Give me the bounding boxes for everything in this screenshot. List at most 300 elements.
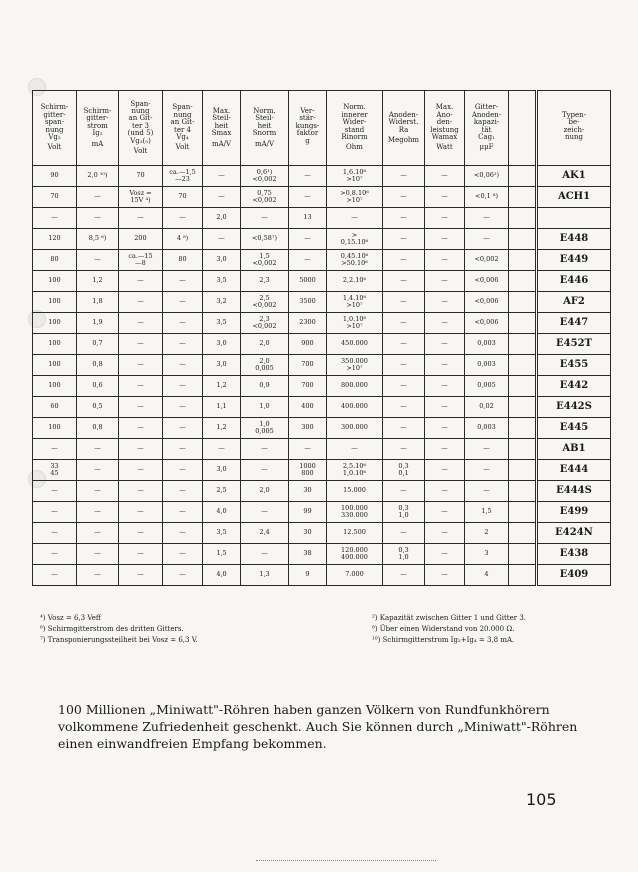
cell-value: 0,3 1,0: [398, 503, 409, 519]
cell-value: —: [400, 234, 407, 243]
cell-value: <0,002: [474, 255, 499, 264]
table-cell: [33, 544, 77, 565]
table-cell: [289, 229, 327, 250]
tube-type: [537, 208, 611, 229]
table-cell: [77, 523, 119, 544]
table-cell: [241, 397, 289, 418]
table-cell: [289, 418, 327, 439]
cell-value: 2: [484, 528, 489, 537]
cell-value: —: [441, 297, 448, 306]
cell-value: 2,5: [216, 486, 227, 495]
cell-value: 2,5.10⁶ 1,0.10⁶: [342, 461, 367, 477]
cell-value: —: [137, 528, 144, 537]
table-cell: [203, 439, 241, 460]
table-cell: [77, 208, 119, 229]
table-cell: [425, 418, 465, 439]
cell-value: —: [218, 171, 225, 180]
cell-value: —: [137, 423, 144, 432]
cell-value: 100: [48, 423, 61, 432]
table-cell: [33, 397, 77, 418]
cell-value: 1,9: [92, 318, 103, 327]
column-header-unit: Volt: [133, 146, 148, 155]
cell-value: —: [400, 297, 407, 306]
table-cell: [383, 166, 425, 187]
table-cell: [383, 502, 425, 523]
table-cell: [383, 460, 425, 481]
table-cell: [327, 355, 383, 376]
table-cell: [465, 292, 509, 313]
column-header-unit: mA/V: [211, 139, 232, 148]
footnote: ⁴) Vosz = 6,3 Veff: [40, 614, 101, 622]
cell-value: 0,7: [92, 339, 103, 348]
table-cell: [289, 208, 327, 229]
cell-value: —: [137, 549, 144, 558]
cell-value: —: [441, 528, 448, 537]
cell-value: 80: [178, 255, 187, 264]
cell-value: 9: [305, 570, 310, 579]
table-row: [33, 166, 611, 187]
table-cell: [241, 250, 289, 271]
cell-value: —: [400, 192, 407, 201]
table-cell: [163, 544, 203, 565]
table-cell-blank: [509, 166, 537, 187]
cell-value: 80: [50, 255, 59, 264]
cell-value: —: [400, 171, 407, 180]
cell-value: 1000 800: [299, 461, 316, 477]
table-cell: [425, 481, 465, 502]
table-cell: [203, 460, 241, 481]
table-cell: [33, 229, 77, 250]
table-cell: [465, 502, 509, 523]
table-cell: [241, 229, 289, 250]
table-cell: [33, 460, 77, 481]
cell-value: 3: [484, 549, 489, 558]
table-cell: [241, 439, 289, 460]
table-cell: [289, 166, 327, 187]
cell-value: —: [51, 444, 58, 453]
cell-value: —: [179, 402, 186, 411]
table-cell-blank: [509, 313, 537, 334]
page-number: 105: [526, 790, 557, 809]
column-header: [327, 91, 383, 166]
cell-value: <0,06²): [473, 171, 500, 180]
table-cell-blank: [509, 397, 537, 418]
cell-value: —: [400, 360, 407, 369]
cell-value: —: [441, 339, 448, 348]
cell-value: —: [441, 402, 448, 411]
table-cell: [327, 208, 383, 229]
cell-value: 0,45.10⁶ >50.10⁶: [340, 251, 369, 267]
table-cell: [465, 481, 509, 502]
table-cell: [203, 355, 241, 376]
table-cell: [425, 229, 465, 250]
table-cell: [425, 250, 465, 271]
table-cell: [119, 229, 163, 250]
cell-value: 0,6: [92, 381, 103, 390]
table-cell: [465, 397, 509, 418]
table-cell: [33, 502, 77, 523]
cell-value: —: [441, 318, 448, 327]
cell-value: <0,006: [474, 297, 499, 306]
cell-value: —: [400, 486, 407, 495]
table-cell: [241, 544, 289, 565]
cell-value: 2,0: [216, 213, 227, 222]
table-cell: [383, 355, 425, 376]
cell-value: —: [483, 234, 490, 243]
column-header: [119, 91, 163, 166]
cell-value: 70: [136, 171, 145, 180]
table-cell: [203, 523, 241, 544]
cell-value: <0,006: [474, 318, 499, 327]
table-cell: [77, 544, 119, 565]
table-cell-blank: [509, 355, 537, 376]
cell-value: 1,5: [481, 507, 492, 516]
cell-value: —: [51, 528, 58, 537]
table-cell: [289, 355, 327, 376]
table-cell: [119, 397, 163, 418]
table-cell: [77, 355, 119, 376]
table-cell: [425, 460, 465, 481]
table-cell: [77, 292, 119, 313]
cell-value: 90: [50, 171, 59, 180]
table-cell: [119, 565, 163, 586]
cell-value: —: [179, 318, 186, 327]
table-cell: [289, 460, 327, 481]
table-row: [33, 334, 611, 355]
cell-value: 100: [48, 297, 61, 306]
cell-value: —: [137, 444, 144, 453]
tube-type: E446: [537, 271, 611, 292]
table-cell: [119, 334, 163, 355]
table-cell: [203, 397, 241, 418]
cell-value: —: [441, 234, 448, 243]
table-cell: [383, 187, 425, 208]
table-cell: [241, 481, 289, 502]
cell-value: 3,0: [216, 465, 227, 474]
table-row: [33, 313, 611, 334]
table-cell: [163, 313, 203, 334]
cell-value: 120.000 400.000: [341, 545, 368, 561]
tube-type: E449: [537, 250, 611, 271]
cell-value: 1,2: [216, 381, 227, 390]
table-cell: [327, 187, 383, 208]
cell-value: <0,1 ⁸): [475, 192, 498, 201]
table-cell: [77, 502, 119, 523]
table-cell: [33, 187, 77, 208]
table-cell: [289, 271, 327, 292]
table-cell: [163, 418, 203, 439]
table-cell: [203, 544, 241, 565]
tube-type: AK1: [537, 166, 611, 187]
cell-value: —: [94, 570, 101, 579]
column-header-unit: mA/V: [254, 139, 275, 148]
table-cell: [241, 187, 289, 208]
tube-type: E445: [537, 418, 611, 439]
cell-value: —: [137, 402, 144, 411]
table-cell: [465, 376, 509, 397]
cell-value: —: [483, 213, 490, 222]
cell-value: —: [179, 465, 186, 474]
cell-value: —: [137, 297, 144, 306]
cell-value: 2,0 ¹⁰): [87, 171, 108, 180]
table-cell: [163, 397, 203, 418]
table-cell: [289, 376, 327, 397]
table-cell: [327, 502, 383, 523]
table-cell: [119, 523, 163, 544]
cell-value: 60: [50, 402, 59, 411]
cell-value: 2,0: [259, 339, 270, 348]
table-cell: [327, 523, 383, 544]
cell-value: —: [179, 339, 186, 348]
table-row: [33, 523, 611, 544]
cell-value: —: [441, 486, 448, 495]
cell-value: 7.000: [345, 570, 364, 579]
column-header-label: Ver- stär- kungs- faktor g: [295, 107, 320, 145]
table-cell: [383, 376, 425, 397]
cell-value: 0,3 0,1: [398, 461, 409, 477]
cell-value: —: [400, 381, 407, 390]
cell-value: —: [400, 528, 407, 537]
table-cell: [383, 271, 425, 292]
table-cell: [119, 481, 163, 502]
column-header: [203, 91, 241, 166]
table-cell: [163, 439, 203, 460]
table-cell: [327, 565, 383, 586]
table-cell: [425, 313, 465, 334]
cell-value: —: [441, 423, 448, 432]
tube-type: ACH1: [537, 187, 611, 208]
column-header-label: Schirm- gitter- strom Ig₂: [83, 107, 112, 138]
cell-value: —: [179, 381, 186, 390]
table-cell: [163, 460, 203, 481]
cell-value: —: [51, 486, 58, 495]
table-cell: [77, 187, 119, 208]
table-cell: [77, 460, 119, 481]
cell-value: 0,003: [477, 423, 496, 432]
table-cell: [77, 313, 119, 334]
table-cell: [163, 376, 203, 397]
cell-value: —: [400, 276, 407, 285]
cell-value: —: [94, 507, 101, 516]
column-header-label: Max. Ano- den- leistung Wamax: [430, 103, 459, 141]
tube-type: E409: [537, 565, 611, 586]
cell-value: 2,5 <0,002: [252, 293, 277, 309]
table-cell: [383, 565, 425, 586]
tube-type: E444: [537, 460, 611, 481]
cell-value: 3,2: [216, 297, 227, 306]
column-header-unit: Watt: [436, 143, 453, 152]
column-header: [33, 91, 77, 166]
table-row: [33, 355, 611, 376]
cell-value: —: [400, 318, 407, 327]
cell-value: 1,2: [216, 423, 227, 432]
table-cell: [289, 313, 327, 334]
cell-value: 1,0: [259, 402, 270, 411]
cell-value: —: [261, 549, 268, 558]
cell-value: —: [441, 570, 448, 579]
column-header-unit: μμF: [479, 143, 494, 152]
cell-value: 1,1: [216, 402, 227, 411]
cell-value: > 0,15.10⁶: [340, 230, 369, 246]
cell-value: 38: [303, 549, 312, 558]
cell-value: 0,75 <0,002: [252, 188, 277, 204]
table-cell: [327, 376, 383, 397]
table-row: [33, 502, 611, 523]
column-header: [289, 91, 327, 166]
table-row: [33, 481, 611, 502]
tube-type: E448: [537, 229, 611, 250]
table-cell: [77, 271, 119, 292]
table-cell: [33, 481, 77, 502]
cell-value: —: [218, 192, 225, 201]
table-cell: [33, 376, 77, 397]
table-cell: [119, 292, 163, 313]
cell-value: 4: [484, 570, 489, 579]
cell-value: —: [137, 360, 144, 369]
table-cell: [289, 397, 327, 418]
table-cell: [203, 313, 241, 334]
table-cell: [383, 229, 425, 250]
table-cell: [33, 355, 77, 376]
table-cell: [203, 376, 241, 397]
cell-value: 70: [50, 192, 59, 201]
cell-value: —: [137, 213, 144, 222]
table-cell-blank: [509, 376, 537, 397]
table-cell: [241, 376, 289, 397]
table-cell: [241, 334, 289, 355]
tube-data-table: [32, 90, 611, 586]
table-cell: [33, 439, 77, 460]
table-cell: [77, 166, 119, 187]
column-header-label: Anoden- Widerst. Ra: [388, 110, 419, 134]
table-row: [33, 208, 611, 229]
cell-value: —: [441, 444, 448, 453]
table-cell: [327, 292, 383, 313]
table-cell: [425, 397, 465, 418]
bottom-rule: [256, 860, 436, 861]
cell-value: —: [137, 318, 144, 327]
table-cell: [289, 334, 327, 355]
table-cell: [465, 439, 509, 460]
table-row: [33, 565, 611, 586]
cell-value: 3,5: [216, 528, 227, 537]
table-cell: [163, 292, 203, 313]
tube-type: E455: [537, 355, 611, 376]
table-cell: [327, 544, 383, 565]
table-cell: [465, 313, 509, 334]
cell-value: —: [94, 255, 101, 264]
cell-value: —: [218, 234, 225, 243]
cell-value: 100: [48, 381, 61, 390]
cell-value: >0,8.10⁶ >10⁷: [340, 188, 369, 204]
cell-value: —: [441, 360, 448, 369]
table-cell: [77, 229, 119, 250]
cell-value: 450.000: [341, 339, 368, 348]
table-cell: [327, 250, 383, 271]
cell-value: —: [304, 444, 311, 453]
cell-value: —: [218, 444, 225, 453]
cell-value: —: [304, 171, 311, 180]
cell-value: 0,9: [259, 381, 270, 390]
advertisement-paragraph: 100 Millionen „Miniwatt"-Röhren haben ganzen Völkern von Rundfunkhörern volkommene Zufriedenheit geschenkt. Auch Sie können durch „Miniwatt"-Röhren einen einwandfreien Empfang bekommen.: [58, 701, 578, 751]
table-cell: [241, 523, 289, 544]
cell-value: —: [137, 339, 144, 348]
cell-value: 3,5: [216, 318, 227, 327]
table-row: [33, 187, 611, 208]
cell-value: 4,0: [216, 570, 227, 579]
table-cell: [383, 208, 425, 229]
column-header-label: Max. Steil- heit Smax: [211, 107, 232, 138]
table-cell: [383, 250, 425, 271]
table-cell: [383, 523, 425, 544]
tube-type: AB1: [537, 439, 611, 460]
cell-value: 0,02: [479, 402, 494, 411]
cell-value: 0,003: [477, 360, 496, 369]
table-cell: [163, 355, 203, 376]
table-row: [33, 460, 611, 481]
column-header-label: Schirm- gitter- span- nung Vg₂: [40, 103, 69, 141]
table-cell: [465, 565, 509, 586]
table-row: [33, 250, 611, 271]
table-cell: [203, 187, 241, 208]
table-cell: [465, 523, 509, 544]
table-cell: [203, 565, 241, 586]
cell-value: 70: [178, 192, 187, 201]
cell-value: —: [51, 507, 58, 516]
table-cell: [383, 397, 425, 418]
cell-value: 3,0: [216, 360, 227, 369]
table-cell: [425, 439, 465, 460]
tube-type: E442: [537, 376, 611, 397]
table-cell: [383, 439, 425, 460]
cell-value: 1,5: [216, 549, 227, 558]
cell-value: —: [483, 465, 490, 474]
table-cell: [289, 250, 327, 271]
cell-value: 0,5: [92, 402, 103, 411]
cell-value: 2,0: [259, 486, 270, 495]
table-cell: [383, 481, 425, 502]
table-cell: [465, 544, 509, 565]
table-cell: [77, 418, 119, 439]
table-cell-blank: [509, 481, 537, 502]
cell-value: —: [441, 276, 448, 285]
cell-value: —: [304, 192, 311, 201]
table-cell: [77, 376, 119, 397]
cell-value: 15.000: [343, 486, 366, 495]
table-cell: [163, 208, 203, 229]
table-cell: [33, 418, 77, 439]
table-row: [33, 292, 611, 313]
column-header-unit: Megohm: [387, 135, 420, 144]
table-cell: [163, 502, 203, 523]
cell-value: 0,003: [477, 339, 496, 348]
cell-value: 2,4: [259, 528, 270, 537]
table-cell: [163, 187, 203, 208]
cell-value: Vosz = 15V ⁴): [129, 188, 152, 204]
cell-value: —: [441, 192, 448, 201]
cell-value: —: [400, 444, 407, 453]
table-cell-blank: [509, 544, 537, 565]
table-cell: [327, 481, 383, 502]
cell-value: 4 ⁸): [176, 234, 189, 243]
table-cell: [33, 292, 77, 313]
table-row: [33, 544, 611, 565]
cell-value: 12.500: [343, 528, 366, 537]
footnote: ⁷) Transponierungssteilheit bei Vosz = 6,3 V.: [40, 636, 198, 644]
cell-value: —: [179, 360, 186, 369]
table-cell: [77, 334, 119, 355]
table-cell: [465, 418, 509, 439]
